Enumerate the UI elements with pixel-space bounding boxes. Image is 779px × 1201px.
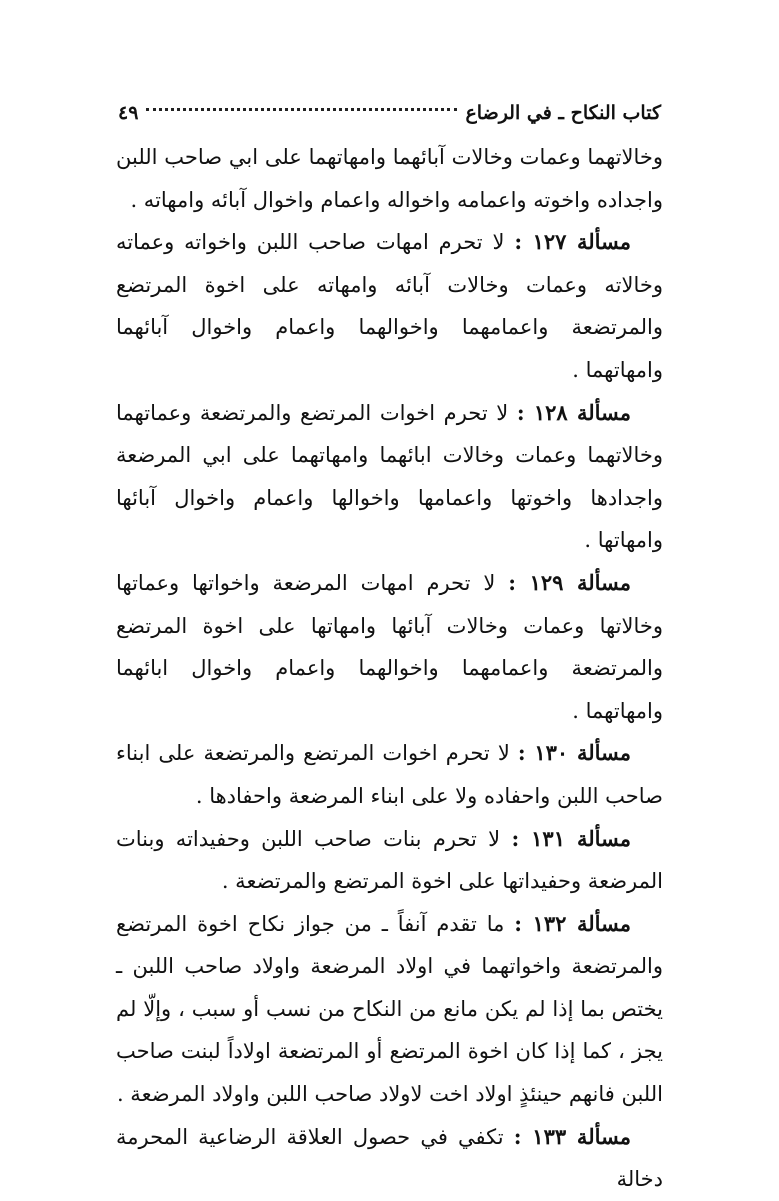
masala-130 <box>116 732 663 817</box>
masala-label: مسألة ١٢٨ : <box>516 399 631 425</box>
header-dot-leader <box>146 96 457 111</box>
masala-label: مسألة ١٢٧ : <box>514 229 631 255</box>
paragraph-text: وخالاتهما وعمات وخالات آبائهما وامهاتهما على ابي صاحب اللبن واجداده واخوته واعمامه واخواله واعمام واخوال آبائه وامهاته . <box>116 145 663 212</box>
masala-label: مسألة ١٣١ : <box>511 825 631 851</box>
masala-label: مسألة ١٣٢ : <box>514 910 631 936</box>
masala-132 <box>116 903 663 1116</box>
body-text <box>116 136 663 1201</box>
masala-131 <box>116 818 663 903</box>
page-number: ٤٩ <box>118 102 139 124</box>
paragraph-continuation <box>116 136 663 221</box>
masala-129 <box>116 562 663 732</box>
paragraph-text: لا تحرم اخوات المرتضع والمرتضعة على ابناء صاحب اللبن واحفاده ولا على ابناء المرضعة واحفادها . <box>116 741 663 808</box>
masala-label: مسألة ١٣٠ : <box>517 740 631 766</box>
paragraph-text: لا تحرم امهات المرضعة واخواتها وعماتها وخالاتها وعمات وخالات آبائها وامهاتها على اخوة المرتضع والمرتضعة واعمامهما واخوالهما واعمام واخوال ابائهما وامهاتهما . <box>116 570 663 723</box>
paragraph-text: لا تحرم بنات صاحب اللبن وحفيداته وبنات المرضعة وحفيداتها على اخوة المرتضع والمرتضعة . <box>116 826 663 894</box>
masala-128 <box>116 392 663 562</box>
masala-133 <box>116 1116 663 1201</box>
masala-127 <box>116 221 663 391</box>
paragraph-text: تكفي في حصول العلاقة الرضاعية المحرمة دخالة <box>116 1124 663 1192</box>
page-header <box>118 96 661 130</box>
paragraph-text: لا تحرم اخوات المرتضع والمرتضعة وعماتهما وخالاتهما وعمات وخالات ابائهما وامهاتهما على ابي المرضعة واجدادها واخوتها واعمامها واخوالها واعمام واخوال آبائها وامهاتها . <box>116 400 663 553</box>
masala-label: مسألة ١٢٩ : <box>508 569 631 595</box>
running-title: كتاب النكاح ـ في الرضاع <box>465 102 661 124</box>
paragraph-text: لا تحرم امهات صاحب اللبن واخواته وعماته وخالاته وعمات وخالات آبائه وامهاته على اخوة المرتضع والمرتضعة واعمامهما واخوالهما واعمام واخوال آبائهما وامهاتهما . <box>116 230 663 382</box>
masala-label: مسألة ١٣٣ : <box>513 1123 631 1149</box>
paragraph-text: ما تقدم آنفاً ـ من جواز نكاح اخوة المرتضع والمرتضعة واخواتهما في اولاد المرضعة واولاد صاحب اللبن ـ يختص بما إذا لم يكن مانع من النكاح من نسب أو سبب ، وإلّا لم يجز ، كما إذا كان اخوة المرتضع أو المرتضعة اولاداً لبنت صاحب اللبن فانهم حينئذٍ اولاد اخت لاولاد صاحب اللبن واولاد المرضعة . <box>116 911 663 1107</box>
